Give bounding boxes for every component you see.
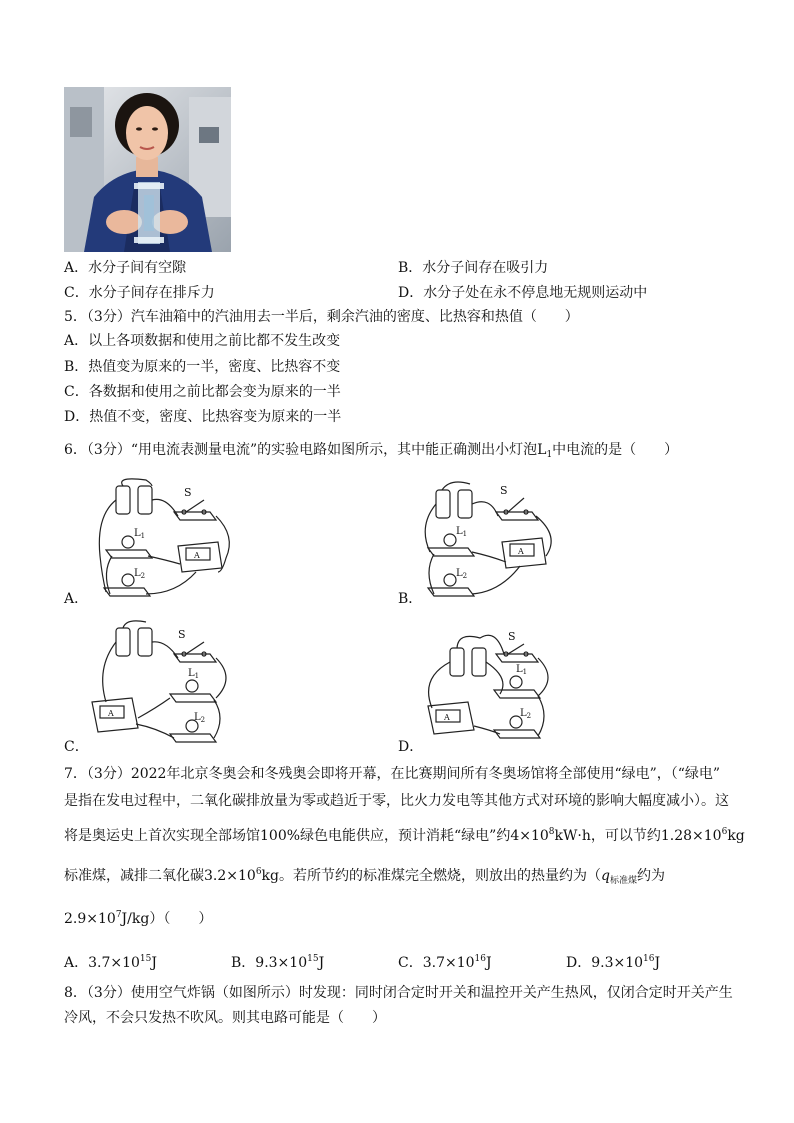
- q7-option-b[interactable]: [231, 949, 324, 973]
- option-exponent: 16: [643, 954, 655, 964]
- q7-line-4-text-mid: kg。若所节约的标准煤完全燃烧，则放出的热量约为（: [261, 868, 601, 884]
- q5-option-b[interactable]: B．热值变为原来的一半，密度、比热容不变: [64, 359, 341, 375]
- circuit-diagram-b[interactable]: [420, 476, 580, 606]
- q6-stem-subscript: 1: [546, 450, 553, 460]
- q7-option-c[interactable]: [398, 949, 492, 973]
- l1-label: [456, 526, 467, 538]
- circuit-label-d: D．: [398, 739, 424, 755]
- l1-label: [188, 668, 199, 680]
- q4-option-b[interactable]: [398, 258, 548, 278]
- option-text: B．9.3×10: [231, 955, 308, 971]
- l1-letter: L: [456, 526, 463, 537]
- option-letter: B．: [398, 260, 423, 276]
- q7-line-5-text: 2.9×10: [64, 911, 116, 927]
- option-text: C．3.7×10: [398, 955, 475, 971]
- l1-subscript: 1: [462, 530, 468, 538]
- l2-label: [194, 712, 205, 724]
- meter-label: A: [444, 713, 450, 722]
- option-text: D．9.3×10: [566, 955, 644, 971]
- q5-option-d[interactable]: D．热值不变，密度、比热容变为原来的一半: [64, 409, 342, 425]
- q5-option-c[interactable]: C．各数据和使用之前比都会变为原来的一半: [64, 384, 341, 400]
- meter-label: A: [194, 551, 200, 560]
- q7-line-4-text: 标准煤，减排二氧化碳3.2×10: [64, 868, 256, 884]
- circuit-c-svg: [86, 618, 246, 748]
- q7-exponent: 6: [255, 867, 262, 877]
- l2-label: [520, 708, 531, 720]
- l1-label: [134, 528, 145, 540]
- q7-q-subscript: 标准煤: [609, 876, 637, 886]
- q8-line-2: 冷风，不会只发热不吹风。则其电路可能是（ ）: [64, 1010, 386, 1026]
- q7-line-4-text-end: 约为: [636, 868, 665, 884]
- switch-label: S: [178, 628, 186, 641]
- option-exponent: 15: [307, 954, 319, 964]
- option-letter: C．: [64, 285, 89, 301]
- q7-line-3-text-mid: kW·h，可以节约1.28×10: [554, 828, 722, 844]
- q7-line-2: 是指在发电过程中，二氧化碳排放量为零或趋近于零，比火力发电等其他方式对环境的影响大幅度减小）。这: [64, 793, 729, 809]
- q7-option-a[interactable]: [64, 949, 157, 973]
- l2-subscript: 2: [526, 712, 532, 720]
- q5-stem: 5．（3分）汽车油箱中的汽油用去一半后，剩余汽油的密度、比热容和热值（ ）: [64, 309, 579, 325]
- l1-subscript: 1: [194, 672, 200, 680]
- q7-line-3-text-end: kg: [727, 828, 745, 844]
- q6-stem-text: 6．（3分）“用电流表测量电流”的实验电路如图所示，其中能正确测出小灯泡: [64, 442, 538, 458]
- l2-letter: L: [194, 712, 201, 723]
- q4-option-a[interactable]: [64, 258, 186, 278]
- q7-exponent: 7: [115, 910, 122, 920]
- circuit-diagram-a[interactable]: [86, 476, 246, 606]
- circuit-b-svg: [420, 476, 580, 606]
- circuit-a-svg: [86, 476, 246, 606]
- circuit-label-c: C．: [64, 739, 89, 755]
- q5-option-a[interactable]: A．以上各项数据和使用之前比都不发生改变: [64, 333, 341, 349]
- l2-letter: L: [134, 568, 141, 579]
- q7-exponent: 8: [548, 827, 555, 837]
- q7-line-1: 7．（3分）2022年北京冬奥会和冬残奥会即将开幕，在比赛期间所有冬奥场馆将全部使用“绿电”，（“绿电”: [64, 766, 721, 782]
- l2-subscript: 2: [140, 572, 146, 580]
- circuit-label-a: A．: [64, 591, 89, 607]
- q8-line-1: 8．（3分）使用空气炸锅（如图所示）时发现：同时闭合定时开关和温控开关产生热风，仅闭合定时开关产生: [64, 985, 733, 1001]
- q7-q-symbol: q: [601, 868, 610, 884]
- switch-label: S: [184, 486, 192, 499]
- option-text: 水分子间存在排斥力: [88, 285, 215, 301]
- q7-exponent: 6: [721, 827, 728, 837]
- q7-line-3-text: 将是奥运史上首次实现全部场馆100%绿色电能供应，预计消耗“绿电”约4×10: [64, 828, 549, 844]
- q4-option-c[interactable]: [64, 283, 215, 303]
- l2-subscript: 2: [200, 716, 206, 724]
- l1-label: [516, 664, 527, 676]
- option-letter: A．: [64, 260, 89, 276]
- circuit-label-b: B．: [398, 591, 423, 607]
- l2-letter: L: [520, 708, 527, 719]
- option-text: 水分子处在永不停息地无规则运动中: [423, 285, 648, 301]
- option-unit: J: [654, 955, 661, 971]
- option-exponent: 15: [139, 954, 152, 964]
- option-text: 水分子间存在吸引力: [422, 260, 549, 276]
- l1-subscript: 1: [522, 668, 528, 676]
- option-text: 水分子间有空隙: [88, 260, 187, 276]
- l2-subscript: 2: [462, 572, 468, 580]
- l1-subscript: 1: [140, 532, 146, 540]
- option-exponent: 16: [474, 954, 486, 964]
- switch-label: S: [500, 484, 508, 497]
- circuit-d-svg: [420, 618, 580, 748]
- option-unit: J: [485, 955, 492, 971]
- q7-line-5-text-end: J/kg）（ ）: [121, 911, 213, 927]
- circuit-diagram-d[interactable]: [420, 618, 580, 748]
- meter-label: A: [518, 547, 524, 556]
- meter-label: A: [108, 709, 114, 718]
- option-unit: J: [318, 955, 325, 971]
- circuit-diagram-c[interactable]: [86, 618, 246, 748]
- option-letter: D．: [398, 285, 424, 301]
- q7-line-3: [64, 822, 745, 846]
- option-unit: J: [151, 955, 157, 971]
- l2-label: [456, 568, 467, 580]
- l1-letter: L: [188, 668, 195, 679]
- q6-stem-text-end: 中电流的是（ ）: [552, 442, 679, 458]
- q6-stem: [64, 440, 678, 465]
- l2-label: [134, 568, 145, 580]
- l2-letter: L: [456, 568, 463, 579]
- q7-option-d[interactable]: [566, 949, 660, 973]
- q7-line-4: [64, 862, 665, 891]
- option-text: A．3.7×10: [64, 955, 140, 971]
- astronaut-photo: [64, 87, 231, 252]
- q6-stem-symbol: L: [537, 442, 547, 458]
- q4-option-d[interactable]: [398, 283, 647, 303]
- q7-line-5: [64, 905, 212, 929]
- switch-label: S: [508, 630, 516, 643]
- l1-letter: L: [134, 528, 141, 539]
- l1-letter: L: [516, 664, 523, 675]
